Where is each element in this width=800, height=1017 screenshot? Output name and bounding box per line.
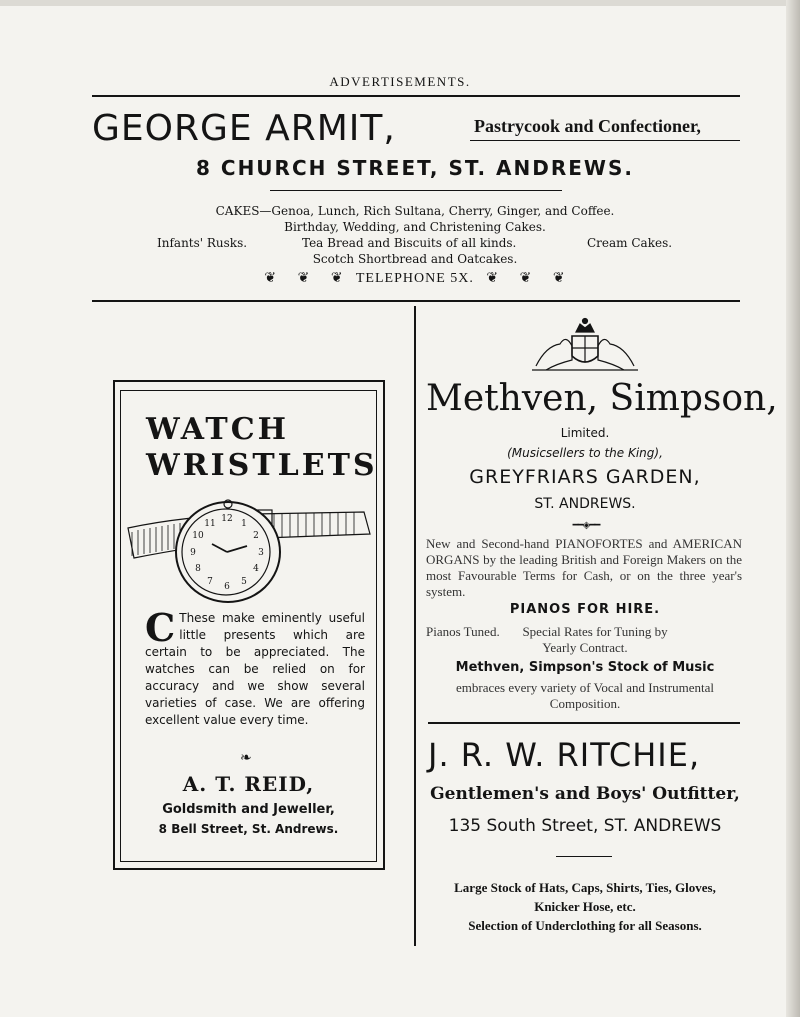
armit-trade: Pastrycook and Confectioner, bbox=[474, 116, 701, 136]
methven-body-text: New and Second-hand PIANOFORTES and AMERICAN ORGANS by the leading British and Foreign Makers on the most Favourable Terms for Cash, or on the three year's system. bbox=[426, 536, 742, 599]
armit-trade-underline bbox=[470, 140, 740, 141]
dial-number: 5 bbox=[241, 577, 247, 587]
watch-heading-line1: WATCH bbox=[146, 412, 289, 447]
royal-arms-emblem bbox=[526, 316, 644, 372]
armit-cakes-line: CAKES—Genoa, Lunch, Rich Sultana, Cherry, Ginger, and Coffee. bbox=[215, 204, 615, 218]
dial-number: 1 bbox=[241, 519, 247, 529]
methven-stock-body: embraces every variety of Vocal and Instrumental bbox=[456, 680, 714, 695]
page-top-edge bbox=[0, 0, 800, 6]
fleuron-icon: ❦ bbox=[297, 271, 311, 286]
pianos-tuned bbox=[426, 624, 742, 640]
armit-cream-cakes: Cream Cakes. bbox=[587, 236, 673, 250]
methven-body bbox=[426, 536, 742, 600]
armit-telephone-row bbox=[0, 270, 800, 287]
leaf-ornament-icon: ❧ bbox=[240, 751, 252, 766]
dial-number: 10 bbox=[192, 531, 204, 541]
ritchie-trade: Gentlemen's and Boys' Outfitter, bbox=[430, 784, 740, 804]
reid-name: A. T. REID, bbox=[182, 772, 315, 796]
wristwatch-illustration bbox=[124, 496, 374, 606]
header-rule bbox=[92, 95, 740, 97]
armit-birthday-line: Birthday, Wedding, and Christening Cakes. bbox=[284, 220, 546, 234]
dial-number: 3 bbox=[258, 548, 264, 558]
armit-bottom-rule bbox=[92, 300, 740, 302]
armit-tea-bread: Tea Bread and Biscuits of all kinds. bbox=[302, 236, 517, 250]
fleuron-icon: ❦ bbox=[552, 271, 566, 286]
methven-name: Methven, Simpson, bbox=[426, 378, 778, 419]
dial-number: 8 bbox=[195, 564, 201, 574]
armit-shortbread-line: Scotch Shortbread and Oatcakes. bbox=[312, 252, 518, 266]
column-divider bbox=[414, 306, 416, 946]
ritchie-stock-line2: Knicker Hose, etc. bbox=[534, 899, 636, 914]
methven-town: ST. ANDREWS. bbox=[534, 496, 636, 512]
methven-location: GREYFRIARS GARDEN, bbox=[469, 466, 701, 488]
reid-address: 8 Bell Street, St. Andrews. bbox=[158, 822, 339, 836]
dial-number: 6 bbox=[224, 582, 230, 592]
dial-number: 9 bbox=[190, 548, 196, 558]
armit-address: 8 CHURCH STREET, ST. ANDREWS. bbox=[196, 156, 634, 180]
pianos-tuned-last: Yearly Contract. bbox=[542, 640, 628, 655]
watch-body-text: These make eminently useful little presents which are certain to be appreciated. The watches can be relied on for accuracy and we show several varieties of case. We are offering excellent value every time. bbox=[145, 611, 365, 727]
methven-musicsellers: (Musicsellers to the King), bbox=[507, 446, 663, 460]
ritchie-stock-line1: Large Stock of Hats, Caps, Shirts, Ties, Gloves, bbox=[454, 880, 716, 895]
ritchie-stock-line3: Selection of Underclothing for all Seasons. bbox=[468, 918, 702, 933]
dial-number: 7 bbox=[207, 577, 213, 587]
fleuron-icon: ❦ bbox=[264, 271, 278, 286]
dial-number: 12 bbox=[221, 514, 233, 524]
armit-telephone: TELEPHONE 5X. bbox=[355, 271, 474, 286]
dropcap: C bbox=[145, 605, 176, 650]
dial-number: 2 bbox=[253, 531, 259, 541]
pianos-tuned-text: Pianos Tuned. Special Rates for Tuning by bbox=[426, 624, 668, 639]
methven-stock-last: Composition. bbox=[549, 696, 621, 711]
fleuron-icon: ❦ bbox=[519, 271, 533, 286]
running-head: ADVERTISEMENTS. bbox=[329, 74, 471, 89]
fleuron-icon: ❦ bbox=[330, 271, 344, 286]
fleuron-icon: ❦ bbox=[486, 271, 500, 286]
armit-short-rule bbox=[270, 190, 562, 191]
watch-body bbox=[145, 605, 365, 729]
armit-name: GEORGE ARMIT, bbox=[92, 108, 396, 149]
methven-bottom-rule bbox=[428, 722, 740, 724]
reid-trade: Goldsmith and Jeweller, bbox=[162, 802, 335, 817]
page-right-edge bbox=[786, 0, 800, 1017]
ritchie-short-rule bbox=[556, 856, 612, 857]
pianos-for-hire: PIANOS FOR HIRE. bbox=[509, 602, 661, 617]
watch-heading-line2: WRISTLETS bbox=[146, 448, 378, 483]
methven-stock-heading: Methven, Simpson's Stock of Music bbox=[455, 660, 715, 675]
ritchie-address: 135 South Street, ST. ANDREWS bbox=[448, 816, 722, 836]
dial-number: 4 bbox=[253, 564, 259, 574]
dial-number: 11 bbox=[204, 519, 216, 529]
ritchie-name: J. R. W. RITCHIE, bbox=[428, 736, 701, 774]
armit-rusks: Infants' Rusks. bbox=[157, 236, 248, 250]
ornamental-divider: ━━◈━━ bbox=[572, 520, 600, 531]
methven-limited: Limited. bbox=[560, 426, 610, 440]
